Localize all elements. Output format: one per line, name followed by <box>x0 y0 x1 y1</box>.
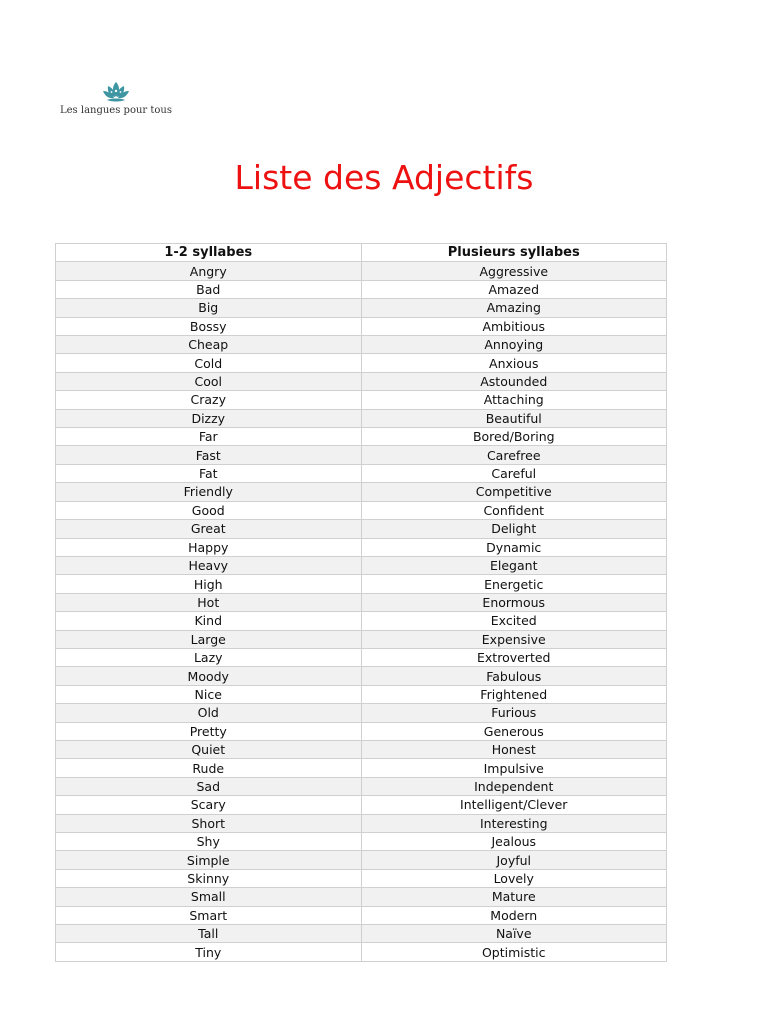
table-row <box>56 520 667 538</box>
cell-short-adjective: Cool <box>56 372 362 390</box>
cell-short-adjective: Short <box>56 814 362 832</box>
page-title: Liste des Adjectifs <box>234 158 534 197</box>
cell-long-adjective: Joyful <box>361 851 667 869</box>
table-row <box>56 869 667 887</box>
cell-long-adjective: Intelligent/Clever <box>361 796 667 814</box>
cell-long-adjective: Annoying <box>361 336 667 354</box>
cell-short-adjective: Good <box>56 501 362 519</box>
cell-short-adjective: Cold <box>56 354 362 372</box>
cell-long-adjective: Beautiful <box>361 409 667 427</box>
brand-name: Les langues pour tous <box>60 105 172 116</box>
cell-short-adjective: Great <box>56 520 362 538</box>
cell-short-adjective: Tall <box>56 925 362 943</box>
table-row <box>56 704 667 722</box>
cell-long-adjective: Enormous <box>361 593 667 611</box>
table-row <box>56 722 667 740</box>
cell-long-adjective: Aggressive <box>361 262 667 280</box>
table-row <box>56 317 667 335</box>
table-row <box>56 943 667 961</box>
cell-long-adjective: Competitive <box>361 483 667 501</box>
cell-long-adjective: Interesting <box>361 814 667 832</box>
table-row <box>56 372 667 390</box>
cell-short-adjective: Scary <box>56 796 362 814</box>
cell-long-adjective: Generous <box>361 722 667 740</box>
cell-short-adjective: Pretty <box>56 722 362 740</box>
cell-short-adjective: Fast <box>56 446 362 464</box>
cell-long-adjective: Excited <box>361 612 667 630</box>
cell-short-adjective: Lazy <box>56 648 362 666</box>
table-row <box>56 759 667 777</box>
cell-short-adjective: Bossy <box>56 317 362 335</box>
table-header-row <box>56 244 667 262</box>
column-header-short: 1-2 syllabes <box>56 244 362 262</box>
table-row <box>56 354 667 372</box>
table-row <box>56 888 667 906</box>
cell-short-adjective: Tiny <box>56 943 362 961</box>
cell-short-adjective: Skinny <box>56 869 362 887</box>
table-row <box>56 796 667 814</box>
cell-long-adjective: Ambitious <box>361 317 667 335</box>
cell-short-adjective: Simple <box>56 851 362 869</box>
brand-logo <box>60 80 172 116</box>
table-row <box>56 648 667 666</box>
cell-long-adjective: Jealous <box>361 833 667 851</box>
table-row <box>56 409 667 427</box>
cell-long-adjective: Delight <box>361 520 667 538</box>
cell-long-adjective: Honest <box>361 740 667 758</box>
cell-short-adjective: Friendly <box>56 483 362 501</box>
table-row <box>56 428 667 446</box>
table-row <box>56 483 667 501</box>
cell-long-adjective: Lovely <box>361 869 667 887</box>
cell-long-adjective: Astounded <box>361 372 667 390</box>
table-row <box>56 851 667 869</box>
cell-long-adjective: Amazed <box>361 280 667 298</box>
cell-short-adjective: Bad <box>56 280 362 298</box>
cell-long-adjective: Dynamic <box>361 538 667 556</box>
lotus-icon <box>101 80 131 104</box>
cell-long-adjective: Energetic <box>361 575 667 593</box>
cell-short-adjective: Dizzy <box>56 409 362 427</box>
table-row <box>56 299 667 317</box>
cell-short-adjective: Big <box>56 299 362 317</box>
cell-long-adjective: Mature <box>361 888 667 906</box>
cell-short-adjective: Fat <box>56 464 362 482</box>
cell-short-adjective: Shy <box>56 833 362 851</box>
cell-short-adjective: Happy <box>56 538 362 556</box>
table-row <box>56 575 667 593</box>
table-row <box>56 814 667 832</box>
table-row <box>56 685 667 703</box>
column-header-long: Plusieurs syllabes <box>361 244 667 262</box>
cell-long-adjective: Furious <box>361 704 667 722</box>
cell-long-adjective: Independent <box>361 777 667 795</box>
table-row <box>56 391 667 409</box>
cell-short-adjective: Smart <box>56 906 362 924</box>
cell-short-adjective: Far <box>56 428 362 446</box>
cell-short-adjective: Crazy <box>56 391 362 409</box>
table-row <box>56 833 667 851</box>
table-body <box>56 262 667 961</box>
cell-long-adjective: Fabulous <box>361 667 667 685</box>
cell-long-adjective: Elegant <box>361 556 667 574</box>
cell-long-adjective: Impulsive <box>361 759 667 777</box>
cell-short-adjective: Old <box>56 704 362 722</box>
cell-long-adjective: Expensive <box>361 630 667 648</box>
table-row <box>56 777 667 795</box>
cell-long-adjective: Frightened <box>361 685 667 703</box>
cell-short-adjective: Heavy <box>56 556 362 574</box>
cell-long-adjective: Attaching <box>361 391 667 409</box>
table-row <box>56 336 667 354</box>
cell-short-adjective: Sad <box>56 777 362 795</box>
cell-long-adjective: Bored/Boring <box>361 428 667 446</box>
table-row <box>56 906 667 924</box>
cell-long-adjective: Modern <box>361 906 667 924</box>
table-row <box>56 556 667 574</box>
cell-short-adjective: Nice <box>56 685 362 703</box>
cell-short-adjective: Angry <box>56 262 362 280</box>
table-row <box>56 464 667 482</box>
cell-short-adjective: Quiet <box>56 740 362 758</box>
table-row <box>56 262 667 280</box>
table-row <box>56 501 667 519</box>
table-row <box>56 593 667 611</box>
table-row <box>56 612 667 630</box>
table-row <box>56 280 667 298</box>
cell-long-adjective: Anxious <box>361 354 667 372</box>
cell-long-adjective: Optimistic <box>361 943 667 961</box>
cell-short-adjective: Hot <box>56 593 362 611</box>
table-row <box>56 630 667 648</box>
cell-short-adjective: Cheap <box>56 336 362 354</box>
table-row <box>56 925 667 943</box>
table-row <box>56 446 667 464</box>
cell-short-adjective: Small <box>56 888 362 906</box>
table-row <box>56 740 667 758</box>
cell-long-adjective: Extroverted <box>361 648 667 666</box>
table-row <box>56 667 667 685</box>
cell-short-adjective: High <box>56 575 362 593</box>
cell-short-adjective: Rude <box>56 759 362 777</box>
cell-short-adjective: Moody <box>56 667 362 685</box>
table-row <box>56 538 667 556</box>
cell-long-adjective: Careful <box>361 464 667 482</box>
cell-short-adjective: Kind <box>56 612 362 630</box>
cell-long-adjective: Carefree <box>361 446 667 464</box>
cell-short-adjective: Large <box>56 630 362 648</box>
cell-long-adjective: Naïve <box>361 925 667 943</box>
adjectives-table <box>55 243 667 962</box>
cell-long-adjective: Amazing <box>361 299 667 317</box>
cell-long-adjective: Confident <box>361 501 667 519</box>
